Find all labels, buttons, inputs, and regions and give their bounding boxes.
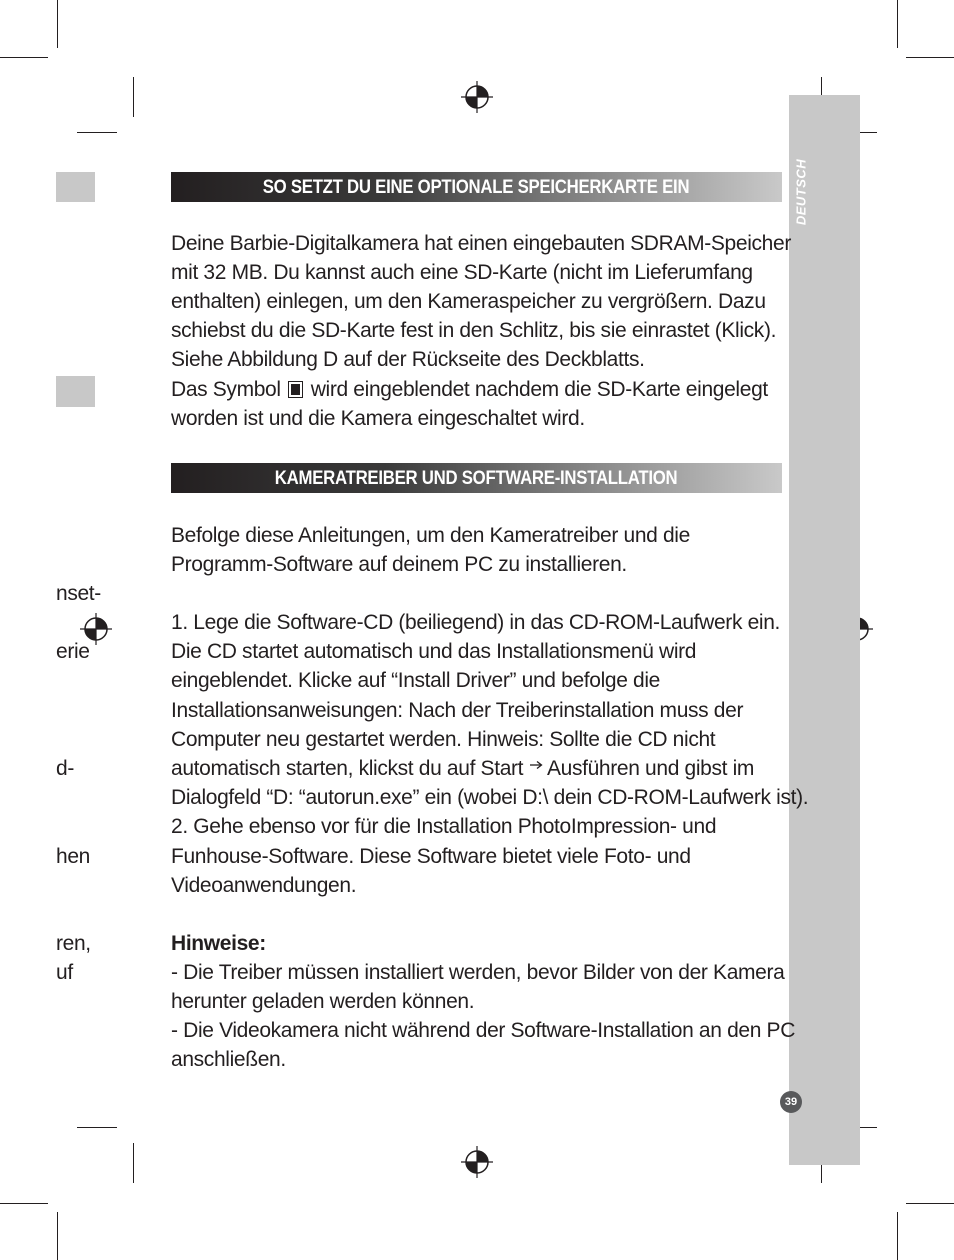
paragraph-line: Siehe Abbildung D auf der Rückseite des Deckblatts. — [171, 348, 645, 371]
registration-mark-bottom — [460, 1145, 494, 1179]
paragraph-line: worden ist und die Kamera eingeschaltet wird. — [171, 407, 585, 430]
crop-mark — [0, 1203, 48, 1204]
margin-block — [56, 376, 95, 407]
paragraph-line: Computer neu gestartet werden. Hinweis: Sollte die CD nicht — [171, 728, 716, 751]
paragraph-line: Programm-Software auf deinem PC zu installieren. — [171, 553, 627, 576]
text-segment: Das Symbol — [171, 378, 281, 401]
margin-fragment: d- — [56, 757, 74, 780]
paragraph-line: schiebst du die SD-Karte fest in den Schlitz, bis sie einrastet (Klick). — [171, 319, 777, 342]
crop-mark — [0, 57, 48, 58]
paragraph-line: eingeblendet. Klicke auf “Install Driver” und befolge die — [171, 669, 661, 692]
paragraph-line: Deine Barbie-Digitalkamera hat einen eingebauten SDRAM-Speicher — [171, 232, 791, 255]
paragraph-line: Funhouse-Software. Diese Software bietet viele Foto- und — [171, 845, 691, 868]
section-heading-memory-card: SO SETZT DU EINE OPTIONALE SPEICHERKARTE EIN — [171, 172, 782, 202]
paragraph-line: Videoanwendungen. — [171, 874, 357, 897]
paragraph-line: Befolge diese Anleitungen, um den Kameratreiber und die — [171, 524, 690, 547]
text-segment: wird eingeblendet nachdem die SD-Karte eingelegt — [310, 378, 768, 401]
crop-mark — [77, 132, 117, 133]
margin-fragment: nset- — [56, 582, 101, 605]
margin-fragment: uf — [56, 961, 73, 984]
crop-mark — [57, 0, 58, 48]
margin-fragment: hen — [56, 845, 90, 868]
crop-mark — [133, 77, 134, 117]
note-line: - Die Videokamera nicht während der Software-Installation an den PC — [171, 1019, 796, 1042]
crop-mark — [906, 1203, 954, 1204]
text-segment: Ausführen und gibst im — [546, 757, 755, 780]
notes-title: Hinweise: — [171, 932, 266, 955]
crop-mark — [906, 57, 954, 58]
margin-block — [56, 172, 95, 202]
paragraph-line — [171, 754, 754, 783]
margin-fragment: ren, — [56, 932, 91, 955]
paragraph-line: Installationsanweisungen: Nach der Treiberinstallation muss der — [171, 699, 744, 722]
margin-fragment: erie — [56, 640, 90, 663]
crop-mark — [897, 1212, 898, 1260]
crop-mark — [77, 1127, 117, 1128]
paragraph-line: Die CD startet automatisch und das Installationsmenü wird — [171, 640, 697, 663]
side-tab — [789, 95, 860, 1165]
arrow-right-icon — [529, 759, 543, 771]
sd-card-icon — [288, 381, 303, 398]
registration-mark-top — [460, 80, 494, 114]
paragraph-line: 1. Lege die Software-CD (beiliegend) in das CD-ROM-Laufwerk ein. — [171, 611, 781, 634]
note-line: anschließen. — [171, 1048, 286, 1071]
text-segment: automatisch starten, klickst du auf Start — [171, 757, 524, 780]
page-number: 39 — [780, 1091, 802, 1113]
crop-mark — [57, 1212, 58, 1260]
paragraph-line: mit 32 MB. Du kannst auch eine SD-Karte (nicht im Lieferumfang — [171, 261, 753, 284]
paragraph-line: Dialogfeld “D: “autorun.exe” ein (wobei D:\ dein CD-ROM-Laufwerk ist). — [171, 786, 809, 809]
crop-mark — [897, 0, 898, 48]
section-heading-driver-installation: KAMERATREIBER UND SOFTWARE-INSTALLATION — [171, 463, 782, 493]
note-line: - Die Treiber müssen installiert werden, bevor Bilder von der Kamera — [171, 961, 785, 984]
note-line: herunter geladen werden können. — [171, 990, 475, 1013]
side-tab-label: DEUTSCH — [793, 158, 809, 226]
paragraph-line: enthalten) einlegen, um den Kameraspeicher zu vergrößern. Dazu — [171, 290, 766, 313]
paragraph-line: 2. Gehe ebenso vor für die Installation PhotoImpression- und — [171, 815, 717, 838]
paragraph-line — [171, 375, 768, 404]
crop-mark — [133, 1143, 134, 1183]
